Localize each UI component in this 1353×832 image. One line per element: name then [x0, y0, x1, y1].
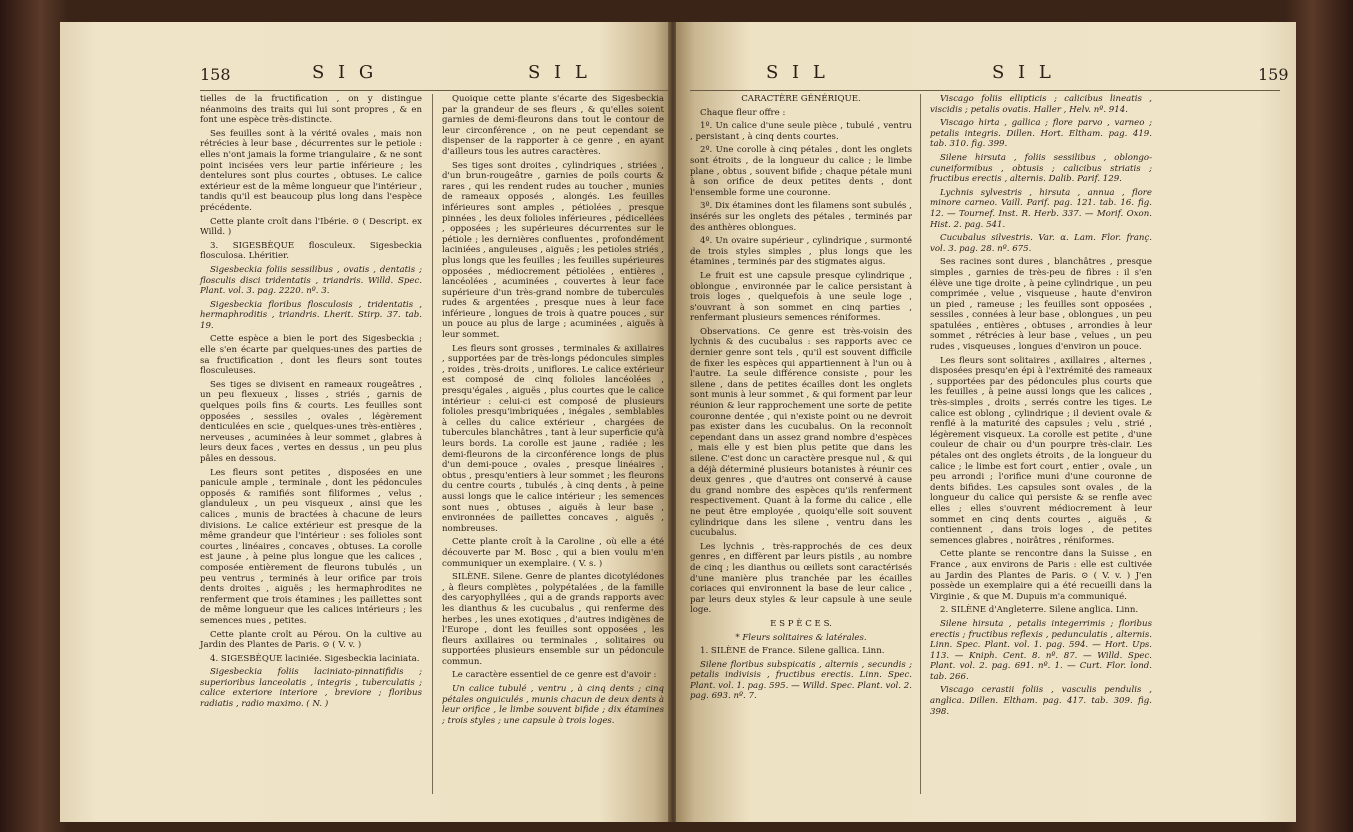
right-column-2	[930, 94, 1152, 720]
paragraph: Les lychnis , très-rapprochés de ces deux genres , en diffèrent par leurs pistils , au nombre de cinq ; les dianthus ou œillets sont caractérisés d'une manière plus tranchée par les écailles coriaces qui environnent la base de leur calice , par leurs deux styles & leur capsule à une seule loge.	[690, 541, 912, 616]
paragraph: Cette espèce a bien le port des Sigesbeckia ; elle s'en écarte par quelques-unes des parties de sa fructification , dont les fleurs sont toutes flosculeuses.	[200, 334, 422, 377]
left-column-1	[200, 94, 422, 713]
species-heading: 2. SILÈNE d'Angleterre. Silene anglica. Linn.	[940, 605, 1139, 616]
right-page	[676, 22, 1296, 822]
paragraph: Ses tiges sont droites , cylindriques , striées , d'un brun-rougeâtre , garnies de poils courts & rares , qui les rendent rudes au toucher , munies de rameaux opposés , alongés. Les feuilles inférieures sont amples , pétiolées , presque pinnées , les deux folioles inférieures , pédicellées , opposées ; les supérieures décurrentes sur le pétiole ; les dernières confluentes , profondément laciniées , anguleuses , aiguës ; les petioles striés , plus longs que les feuilles ; les feuilles supérieures opposées , médiocrement pétiolées , entières , lancéolées , acuminées , couvertes à leur face supérieure d'un très-grand nombre de tubercules rudes & argentées , presque nues à leur face inférieure , longues de trois à quatre pouces , sur un pouce au plus de large ; acuminées , aiguës à leur sommet.	[442, 160, 665, 341]
running-header-left: S I L	[766, 62, 829, 83]
paragraph: Quoique cette plante s'écarte des Sigesbeckia par la grandeur de ses fleurs , & qu'elles soient garnies de demi-fleurons dans tout le contour de leur circonférence , on ne peut cependant se dispenser de la rapporter à ce genre , en ayant d'ailleurs tous les autres caractères.	[442, 94, 664, 157]
right-column-1	[690, 94, 912, 705]
column-separator	[920, 94, 921, 794]
paragraph: tielles de la fructification , on y distingue néanmoins des traits qui lui sont propres , & en font une espèce très-distincte.	[200, 94, 422, 126]
latin-description: Sigesbeckia foliis sessilibus , ovatis , dentatis ; flosculis disci tridentatis , triandris. Willd. Spec. Plant. vol. 3. pag. 2220. nº. 3.	[200, 264, 422, 297]
paragraph: 2º. Une corolle à cinq pétales , dont les onglets sont étroits , de la longueur du calice ; le limbe plane , obtus , souvent bifide ; chaque pétale muni à son orifice de deux petites dents , dont l'ensemble forme une couronne.	[690, 145, 912, 198]
species-heading: 3. SIGESBÈQUE flosculeux. Sigesbeckia flosculosa. Lhéritier.	[200, 240, 422, 262]
paragraph: Le fruit est une capsule presque cylindrique , oblongue , environnée par le calice persistant à trois loges , quelquefois à une seule loge , s'ouvrant à son sommet en cinq parties , renfermant plusieurs semences réniformes.	[690, 270, 912, 324]
header-rule	[690, 90, 1280, 91]
synonym: Silene hirsuta , foliis sessilibus , oblongo-cuneiformibus , obtusis ; calicibus striatis ; fructibus erectis , alternis. Dalib. Parif. 129.	[930, 152, 1152, 185]
running-header-right: S I L	[528, 62, 591, 83]
page-number-right: 159	[1258, 65, 1289, 84]
paragraph: 4º. Un ovaire supérieur , cylindrique , surmonté de trois styles simples , plus longs que les étamines , terminés par des stigmates aigus.	[690, 236, 912, 268]
genus-entry: SILÈNE. Silene. Genre de plantes dicotylédones , à fleurs complètes , polypétalées , de la famille des caryophyllées , qui a de grands rapports avec les dianthus & les cucubalus , qui renferme des herbes , les unes exotiques , d'autres indigènes de l'Europe , dont les feuilles sont opposées , les fleurs axillaires ou terminales , solitaires ou supportées plusieurs ensemble sur un pédoncule commun.	[442, 572, 664, 667]
left-column-2	[442, 94, 664, 729]
paragraph: 3º. Dix étamines dont les filamens sont subulés , insérés sur les onglets des pétales , terminés par des anthères oblongues.	[690, 201, 912, 233]
header-rule	[200, 90, 670, 91]
paragraph: Ses tiges se divisent en rameaux rougeâtres , un peu flexueux , lisses , striés , garnis de quelques poils fins & courts. Les feuilles sont opposées , sessiles , ovales , légèrement denticulées en scie , quelques-unes très-entières , nerveuses , acuminées à leur sommet , glabres à leurs deux faces , vertes en dessus , un peu plus pâles en dessous.	[200, 379, 422, 464]
subsection-heading: * Fleurs solitaires & latérales.	[735, 632, 867, 643]
synonym: Lychnis sylvestris , hirsuta , annua , flore minore carneo. Vaill. Parif. pag. 121. tab. 16. fig. 12. — Tournef. Inst. R. Herb. 337. — Morif. Oxon. Hist. 2. pag. 541.	[930, 187, 1152, 230]
latin-description: Sigesbeckia floribus flosculosis , tridentatis , hermaphroditis , triandris. Lherit. Stirp. 37. tab. 19.	[200, 299, 422, 331]
paragraph: Les fleurs sont petites , disposées en une panicule ample , terminale , dont les pédoncules opposés & ramifiés sont filiformes , velus , glanduleux , un peu visqueux , ainsi que les calices , munis de bractées à chacune de leurs divisions. Le calice extérieur est presque de la même grandeur que l'intérieur : ses folioles sont courtes , linéaires , concaves , obtuses. La corolle est jaune , à peine plus longue que les calices , composée entièrement de fleurons tubulés , un peu ventrus , terminés à leur orifice par trois dents droites , aiguës ; les hermaphrodites ne renferment que trois étamines ; les paillettes sont de même longueur que les calices intérieurs ; les semences nues , petites.	[200, 467, 422, 626]
latin-description: Silene hirsuta , petalis integerrimis ; floribus erectis ; fructibus reflexis , pedunculatis , alternis. Linn. Spec. Plant. vol. 1. pag. 594. — Hort. Ups. 113. — Kniph. Cent. 8. nº. 87. — Willd. Spec. Plant. vol. 2. pag. 691. nº. 1. — Curt. Flor. lond. tab. 266.	[930, 618, 1152, 682]
section-heading: E S P È C E S.	[770, 618, 832, 629]
synonym: Viscago foliis ellipticis ; calicibus lineatis , viscidis ; petalis ovatis. Haller , Helv. nº. 914.	[930, 94, 1152, 115]
latin-description: Silene floribus subspicatis , alternis , secundis ; petalis indivisis , fructibus erectis. Linn. Spec. Plant. vol. 1. pag. 595. — Willd. Spec. Plant. vol. 2. pag. 693. nº. 7.	[690, 659, 912, 702]
section-heading: CARACTÈRE GÉNÉRIQUE.	[741, 94, 861, 104]
paragraph: Cette plante croît à la Caroline , où elle a été découverte par M. Bosc , qui a bien voulu m'en communiquer un exemplaire. ( V. s. )	[442, 537, 664, 569]
synonym: Cucubalus silvestris. Var. α. Lam. Flor. franç. vol. 3. pag. 28. nº. 675.	[930, 233, 1152, 254]
running-header-right: S I L	[992, 62, 1055, 83]
latin-description: Sigesbeckia foliis laciniato-pinnatifidis ; superioribus lanceolatis , integris , tuberculatis ; calice exteriore interiore , breviore ; floribus radiatis , radio maximo. ( N. )	[200, 667, 422, 710]
paragraph: Observations. Ce genre est très-voisin des lychnis & des cucubalus : ses rapports avec ce dernier genre sont tels , qu'il est souvent difficile de fixer les espèces qui appartiennent à l'un ou à l'autre. La seule différence consiste , pour les silene , dans de petites écailles dont les onglets sont munis à leur sommet , & qui forment par leur réunion & leur rapprochement une sorte de petite couronne dentée , qui n'existe point ou ne devroit pas exister dans les cucubalus. On la reconnoît cependant dans un assez grand nombre d'espèces , mais elle y est bien plus petite que dans les silene. C'est donc un caractère presque nul , & qui a déjà déterminé plusieurs botanistes à réunir ces deux genres , que d'autres ont conservé à cause du grand nombre des espèces qu'ils renferment respectivement. Quant à la forme du calice , elle ne peut être employée , quoiqu'elle soit souvent cylindrique dans les silene , ventru dans les cucubalus.	[690, 326, 912, 539]
paragraph: Les fleurs sont solitaires , axillaires , alternes , disposées presqu'en épi à l'extrémité des rameaux , supportées par des pédoncules plus courts que les feuilles , à peine aussi longs que les calices , très-simples , droits , serrés contre les tiges. Le calice est oblong , cylindrique ; il devient ovale & renflé à la maturité des capsules ; velu , strié , légèrement visqueux. La corolle est petite , d'une couleur de chair ou d'un pourpre très-clair. Les pétales ont des onglets étroits , de la longueur du calice ; le limbe est fort court , entier , ovale , un peu arrondi ; l'orifice muni d'une couronne de dents bifides. Les capsules sont ovales , de la longueur du calice qui persiste & se renfle avec elles ; elles s'ouvrent médiocrement à leur sommet en cinq dents courtes , aiguës , & contiennent , dans trois loges , de petites semences glabres , noirâtres , réniformes.	[930, 355, 1152, 546]
synonym: Viscago hirta , gallica ; flore parvo , varneo ; petalis integris. Dillen. Hort. Eltham. pag. 419. tab. 310. fig. 399.	[930, 118, 1152, 150]
paragraph: Cette plante se rencontre dans la Suisse , en France , aux environs de Paris : elle est cultivée au Jardin des Plantes de Paris. ⊙ ( V. v. ) J'en possède un exemplaire qui a été recueilli dans la Virginie , & que M. Dupuis m'a communiqué.	[930, 549, 1152, 602]
running-header-left: S I G	[312, 62, 378, 83]
paragraph: Ses racines sont dures , blanchâtres , presque simples , garnies de très-peu de fibres : il s'en élève une tige droite , à peine cylindrique , un peu comprimée , velue , visqueuse , haute d'environ un pied , rameuse ; les feuilles sont opposées , sessiles , connées à leur base , oblongues , un peu spatulées , entières , obtuses , arrondies à leur sommet , rétrécies à leur base , velues , un peu rudes , visqueuses , longues d'environ un pouce.	[930, 257, 1152, 353]
paragraph: Cette plante croît dans l'Ibérie. ⊙ ( Descript. ex Willd. )	[200, 216, 422, 238]
species-heading: 1. SILÈNE de France. Silene gallica. Linn.	[700, 646, 885, 657]
paragraph: Chaque fleur offre :	[700, 107, 786, 118]
paragraph: Cette plante croît au Pérou. On la cultive au Jardin des Plantes de Paris. ⊙ ( V. v. )	[200, 629, 422, 651]
left-page	[60, 22, 672, 822]
essential-character: Un calice tubulé , ventru , à cinq dents ; cinq pétales onguiculés , munis chacun de deux dents à leur orifice , le limbe souvent bifide ; dix étamines ; trois styles ; une capsule à trois loges.	[442, 684, 664, 726]
paragraph: Les fleurs sont grosses , terminales & axillaires , supportées par de très-longs pédoncules simples , roides , très-droits , uniflores. Le calice extérieur est composé de cinq folioles lancéolées , presqu'égales , aiguës , plus courtes que le calice intérieur : celui-ci est composé de plusieurs folioles presqu'imbriquées , inégales , semblables à celles du calice extérieur , chargées de tubercules blanchâtres , tant à leur superficie qu'à leurs bords. La corolle est jaune , radiée ; les demi-fleurons de la circonférence longs de plus d'un demi-pouce , ovales , presque linéaires , obtus , presqu'entiers à leur sommet ; les fleurons du centre courts , tubulés , à cinq dents , à peine aussi longs que le calice intérieur ; les semences sont nues , obtuses , aiguës à leur base , environnées de paillettes concaves , aiguës , nombreuses.	[442, 343, 664, 534]
paragraph: Le caractère essentiel de ce genre est d'avoir :	[452, 670, 657, 681]
latin-description: Viscago cerastii foliis , vasculis pendulis , anglica. Dillen. Eltham. pag. 417. tab. 309. fig. 398.	[930, 685, 1152, 717]
paragraph: Ses feuilles sont à la vérité ovales , mais non rétrécies à leur base , décurrentes sur le petiole : elles n'ont jamais la forme triangulaire , & ne sont point incisées vers leur partie inférieure ; les dentelures sont plus courtes , obtuses. Le calice extérieur est de la même longueur que l'intérieur , tandis qu'il est beaucoup plus long dans l'espèce précédente.	[200, 128, 422, 213]
page-number-left: 158	[200, 65, 231, 84]
column-separator	[432, 94, 433, 794]
species-heading: 4. SIGESBÈQUE laciniée. Sigesbeckia laciniata.	[210, 653, 420, 664]
paragraph: 1º. Un calice d'une seule pièce , tubulé , ventru , persistant , à cinq dents courtes.	[690, 121, 912, 142]
